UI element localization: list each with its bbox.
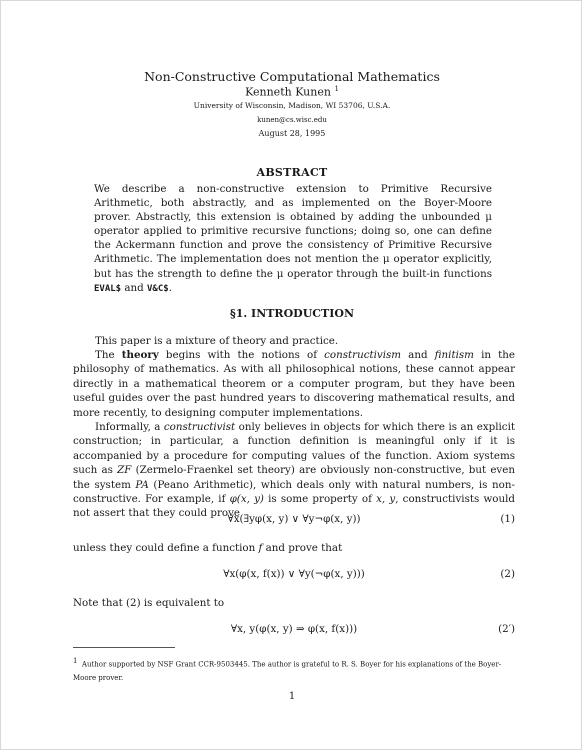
p3-phi: φ(x, y) xyxy=(229,493,264,506)
abstract-and: and xyxy=(121,281,148,294)
after1-f: f xyxy=(258,542,263,554)
equation-1 xyxy=(73,513,515,529)
p3-text-f: , constructivists would not assert that they could prove xyxy=(73,493,515,520)
equation-2-prime xyxy=(73,623,515,639)
author-name-text: Kenneth Kunen xyxy=(245,85,331,99)
paragraph-after-eq1 xyxy=(73,541,515,555)
footnote-rule xyxy=(73,647,175,648)
abstract-text xyxy=(94,182,492,296)
p3-text-b: only believes in objects for which there is an explicit construction; in particular, a function definition is meaningful only if it is accompanied by a procedure for computing values of the function. Axiom systems such as xyxy=(73,421,515,477)
equation-2 xyxy=(73,568,515,584)
p2-finitism: finitism xyxy=(434,349,474,361)
footnote xyxy=(73,654,517,685)
p3-text-a: Informally, a xyxy=(95,421,164,433)
author-email: kunen@cs.wisc.edu xyxy=(257,116,327,124)
author-name xyxy=(1,85,582,99)
footnote-marker: 1 xyxy=(334,85,339,93)
p2-text-b: begins with the notions of xyxy=(158,349,325,361)
paragraph-3 xyxy=(73,420,515,521)
paper-title: Non-Constructive Computational Mathematics xyxy=(144,69,440,84)
p3-text-d: (Peano Arithmetic), which deals only with natural numbers, is non-constructive. For example, if xyxy=(73,478,515,506)
abstract-heading: ABSTRACT xyxy=(256,166,328,179)
p3-text-e: is some property of xyxy=(263,493,377,506)
equation-2-prime-formula: ∀x, y(φ(x, y) ⇒ φ(x, f(x))) xyxy=(230,623,358,635)
paper-date: August 28, 1995 xyxy=(258,129,326,138)
paragraph-after-eq2: Note that (2) is equivalent to xyxy=(73,597,225,609)
p2-text-c: and xyxy=(401,349,435,361)
paragraph-1: This paper is a mixture of theory and practice. xyxy=(95,335,339,347)
p3-constructivist: constructivist xyxy=(163,421,236,433)
equation-1-formula: ∀x(∃yφ(x, y) ∨ ∀y¬φ(x, y)) xyxy=(227,513,361,525)
equation-2-prime-number: (2′) xyxy=(498,623,515,635)
p3-zf: ZF xyxy=(117,464,132,477)
equation-2-formula: ∀x(φ(x, f(x)) ∨ ∀y(¬φ(x, y))) xyxy=(223,568,365,580)
equation-1-number: (1) xyxy=(500,513,515,525)
abstract-fn-vc: V&C$ xyxy=(147,283,169,294)
p2-text-d: in the philosophy of mathematics. As with all philosophical notions, these cannot appear directly in a mathematical theorem or a computer program, but they have been useful guides over the past hundred years to discovering mathematical results, and more recently, to designing computer implementations. xyxy=(73,349,515,419)
p2-text-a: The xyxy=(95,349,122,361)
abstract-fn-eval: EVAL$ xyxy=(94,283,122,294)
p3-text-c: (Zermelo-Fraenkel set theory) are obviously non-constructive, but even the system xyxy=(73,464,515,491)
p3-xy: x, y xyxy=(376,493,396,506)
paragraph-2 xyxy=(73,348,515,420)
footnote-text: Author supported by NSF Grant CCR-9503445. The author is grateful to R. S. Boyer for his explanations of the Boyer-Moore prover. xyxy=(73,660,502,683)
after1-text-b: and prove that xyxy=(262,542,343,554)
affiliation: University of Wisconsin, Madison, WI 53706, U.S.A. xyxy=(193,101,391,110)
page-number: 1 xyxy=(288,691,296,702)
footnote-mark: 1 xyxy=(73,657,78,665)
p2-theory: theory xyxy=(121,349,159,361)
abstract-end: . xyxy=(168,281,172,294)
equation-2-number: (2) xyxy=(500,568,515,580)
p2-constructivism: constructivism xyxy=(324,349,402,361)
abstract-body: We describe a non-constructive extension to Primitive Recursive Arithmetic, both abstractly, and as implemented on the Boyer-Moore prover. Abstractly, this extension is obtained by adding the unbounded μ operator applied to primitive recursive functions; doing so, one can define the Ackermann function and prove the consistency of Primitive Recursive Arithmetic. The implementation does not mention the μ operator explicitly, but has the strength to define the μ operator through the built-in functions xyxy=(94,183,492,280)
section-heading: §1. INTRODUCTION xyxy=(229,307,355,320)
p3-pa: PA xyxy=(135,478,149,491)
after1-text-a: unless they could define a function xyxy=(73,542,259,554)
